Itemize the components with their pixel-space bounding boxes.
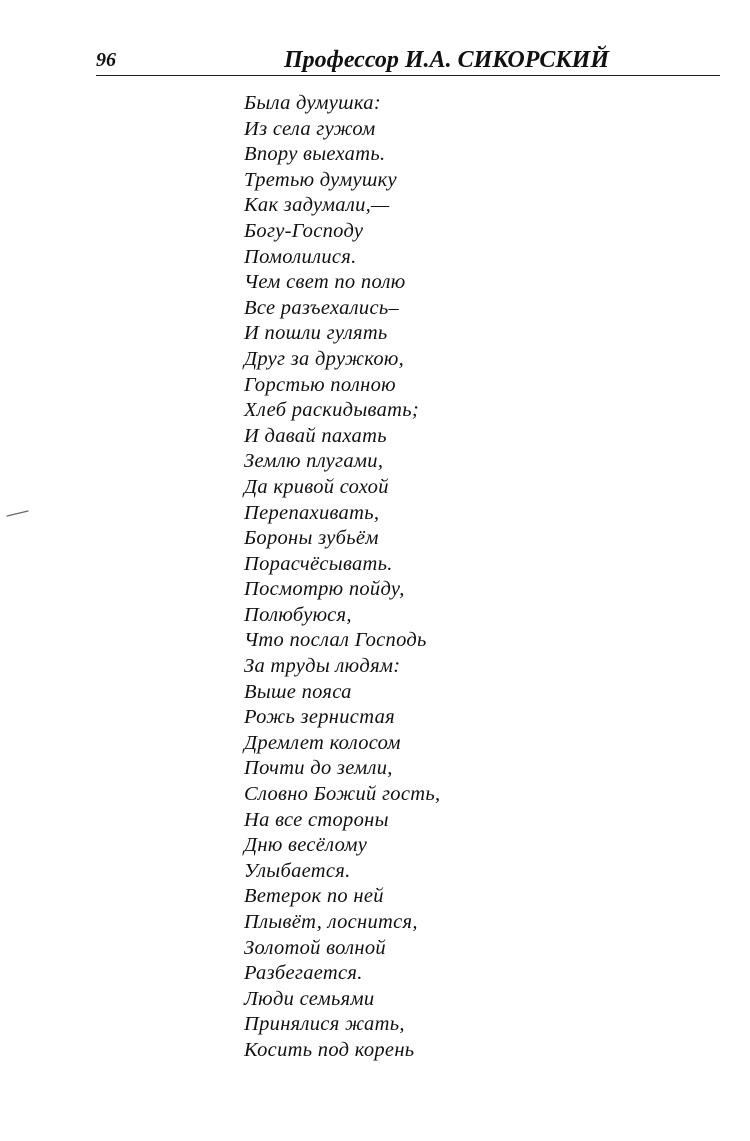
verse-line: И давай пахать xyxy=(244,424,387,447)
verse-line: Косить под корень xyxy=(244,1038,415,1061)
verse-line: Посмотрю пойду, xyxy=(244,578,405,601)
verse-line: Третью думушку xyxy=(244,168,397,191)
poem-verse xyxy=(244,91,440,1064)
verse-line: Да кривой сохой xyxy=(244,475,389,498)
running-head xyxy=(96,44,720,76)
verse-line: Принялися жать, xyxy=(244,1013,405,1036)
verse-line: На все стороны xyxy=(244,808,389,831)
verse-line: Разбегается. xyxy=(244,962,363,985)
verse-line: Хлеб раскидывать; xyxy=(244,399,419,422)
verse-line: Что послал Господь xyxy=(244,629,427,652)
page-number: 96 xyxy=(96,49,116,71)
verse-line: Бороны зубьём xyxy=(244,527,379,550)
verse-line: Богу-Господу xyxy=(244,219,364,242)
verse-line: Друг за дружкою, xyxy=(244,347,405,370)
verse-line: Рожь зернистая xyxy=(244,706,395,729)
verse-line: Как задумали,— xyxy=(244,194,390,217)
verse-line: Из села гужом xyxy=(244,117,376,140)
verse-line: Почти до земли, xyxy=(244,757,393,780)
verse-line: Была думушка: xyxy=(244,92,381,114)
verse-line: Дню весёлому xyxy=(244,834,368,857)
verse-line: Золотой волной xyxy=(244,936,386,959)
verse-line: Горстью полною xyxy=(244,373,396,396)
header-rule xyxy=(96,75,720,76)
verse-line: Чем свет по полю xyxy=(244,271,406,294)
verse-line: Ветерок по ней xyxy=(244,885,384,908)
verse-line: Улыбается. xyxy=(244,859,351,882)
verse-line: Дремлет колосом xyxy=(244,731,401,754)
verse-line: Землю плугами, xyxy=(244,450,384,473)
verse-line: И пошли гулять xyxy=(244,322,388,345)
verse-line: Перепахивать, xyxy=(244,501,380,524)
running-title: Профессор И.А. СИКОРСКИЙ xyxy=(284,47,610,73)
verse-line: Люди семьями xyxy=(244,987,375,1010)
verse-line: Словно Божий гость, xyxy=(244,783,441,806)
verse-line: За труды людям: xyxy=(244,655,401,678)
verse-line: Помолилися. xyxy=(244,245,357,268)
margin-pencil-mark xyxy=(6,508,30,518)
verse-line: Впору выехать. xyxy=(244,143,386,166)
verse-line: Полюбуюся, xyxy=(244,603,352,626)
verse-line: Порасчёсывать. xyxy=(244,552,393,575)
verse-line: Все разъехались– xyxy=(244,296,400,319)
verse-line: Выше пояса xyxy=(244,680,352,703)
verse-line: Плывёт, лоснится, xyxy=(244,911,418,933)
